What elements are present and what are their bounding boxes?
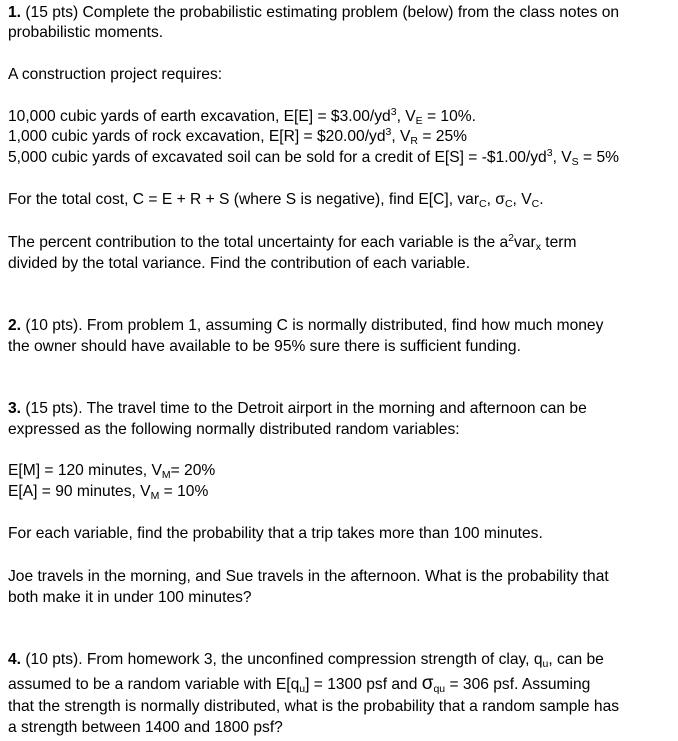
text-run: The percent contribution to the total uncertainty for each variable is the a <box>8 234 509 251</box>
subscript: R <box>410 135 419 147</box>
text-run: = 5% <box>578 149 619 166</box>
text-run: ] = 1300 psf and <box>305 676 422 693</box>
text-run: 10,000 cubic yards of earth excavation, E[E] = $3.00/yd <box>8 108 391 125</box>
morning-variable <box>8 461 215 481</box>
text-run: expressed as the following normally distributed random variables: <box>8 421 460 438</box>
problem-1-intro <box>8 65 222 85</box>
text-run: σ <box>421 673 434 694</box>
text-run: (10 pts). From homework 3, the unconfined compression strength of clay, q <box>21 651 543 668</box>
text-run: = 25% <box>418 128 467 145</box>
superscript: 3 <box>390 106 397 118</box>
problem-3-question-2b <box>8 588 252 608</box>
problem-1-heading <box>8 3 619 23</box>
text-run: Joe travels in the morning, and Sue travels in the afternoon. What is the probability that <box>8 568 609 585</box>
text-run: , V <box>391 128 411 145</box>
total-cost-line <box>8 190 544 210</box>
problem-3-question-1 <box>8 524 543 544</box>
problem-4-heading <box>8 650 604 670</box>
text-run: (15 pts) Complete the probabilistic estimating problem (below) from the class notes on <box>21 4 620 21</box>
subscript: qu <box>433 683 446 695</box>
subscript: C <box>531 198 540 210</box>
text-run: = 306 psf. Assuming <box>445 676 591 693</box>
text-run: var <box>514 234 536 251</box>
text-run: (15 pts). The travel time to the Detroit airport in the morning and afternoon can be <box>21 400 587 417</box>
text-run: a strength between 1400 and 1800 psf? <box>8 719 283 736</box>
soil-credit-line <box>8 148 619 168</box>
text-run: For the total cost, C = E + R + S (where S is negative), find E[C], var <box>8 191 480 208</box>
text-run: (10 pts). From problem 1, assuming C is normally distributed, find how much money <box>21 317 604 334</box>
text-run: divided by the total variance. Find the contribution of each variable. <box>8 255 471 272</box>
rock-excavation-line <box>8 127 467 147</box>
problem-3-question-2a <box>8 567 609 587</box>
problem-number: 2. <box>8 317 22 334</box>
subscript: M <box>161 469 171 481</box>
problem-2-heading <box>8 316 603 336</box>
text-run: assumed to be a random variable with E[q <box>8 676 300 693</box>
problem-4-text-3 <box>8 718 283 738</box>
problem-3-heading <box>8 399 587 419</box>
text-run: For each variable, find the probability that a trip takes more than 100 minutes. <box>8 525 543 542</box>
subscript: S <box>571 156 579 168</box>
subscript: C <box>504 198 513 210</box>
text-run: E[M] = 120 minutes, V <box>8 462 162 479</box>
afternoon-variable <box>8 482 208 502</box>
subscript: u <box>542 658 549 670</box>
text-run: = 20% <box>170 462 216 479</box>
text-run: , V <box>512 191 532 208</box>
problem-1-text <box>8 23 163 43</box>
text-run: both make it in under 100 minutes? <box>8 589 252 606</box>
text-run: that the strength is normally distributed, what is the probability that a random sample has <box>8 698 620 715</box>
subscript: M <box>150 490 160 502</box>
text-run: 5,000 cubic yards of excavated soil can be sold for a credit of E[S] = -$1.00/yd <box>8 149 547 166</box>
text-run: A construction project requires: <box>8 66 223 83</box>
superscript: 3 <box>385 126 392 138</box>
subscript: u <box>299 683 306 695</box>
problem-number: 4. <box>8 651 22 668</box>
earth-excavation-line <box>8 107 476 127</box>
superscript: 3 <box>546 147 553 159</box>
text-run: E[A] = 90 minutes, V <box>8 483 151 500</box>
problem-4-text-1 <box>8 675 590 695</box>
text-run: , can be <box>548 651 604 668</box>
subscript: C <box>479 198 487 210</box>
contribution-line-2 <box>8 254 470 274</box>
subscript: x <box>535 241 541 253</box>
text-run: probabilistic moments. <box>8 24 164 41</box>
problem-3-text <box>8 420 460 440</box>
problem-number: 1. <box>8 4 22 21</box>
problem-4-text-2 <box>8 697 619 717</box>
subscript: E <box>415 115 423 127</box>
text-run: , V <box>552 149 572 166</box>
text-run: 1,000 cubic yards of rock excavation, E[R] = $20.00/yd <box>8 128 386 145</box>
text-run: the owner should have available to be 95% sure there is sufficient funding. <box>8 338 521 355</box>
text-run: term <box>540 234 577 251</box>
problem-number: 3. <box>8 400 22 417</box>
contribution-line-1 <box>8 233 576 253</box>
text-run: , σ <box>486 191 505 208</box>
text-run: = 10%. <box>422 108 476 125</box>
text-run: . <box>539 191 544 208</box>
problem-2-text <box>8 337 521 357</box>
superscript: 2 <box>508 232 515 244</box>
text-run: , V <box>396 108 416 125</box>
text-run: = 10% <box>159 483 209 500</box>
